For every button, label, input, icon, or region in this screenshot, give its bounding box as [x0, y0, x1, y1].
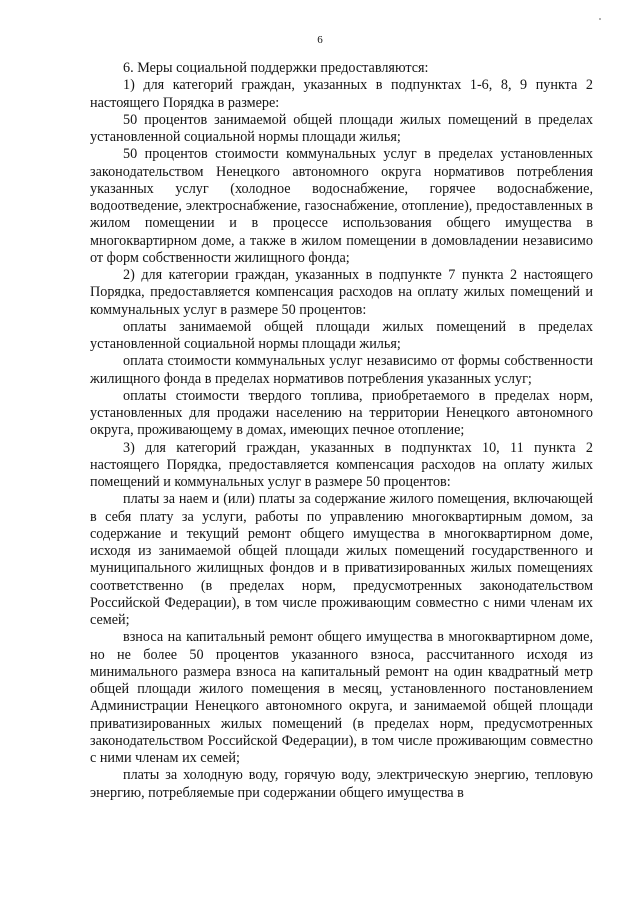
page-number: 6 — [317, 34, 323, 46]
scan-speck — [599, 18, 601, 20]
paragraph: взноса на капитальный ремонт общего имущества в многоквартирном доме, но не более 50 процентов указанного взноса, рассчитанного исходя из минимального размера взноса на капитальный ремонт на один квадратный метр общей площади жилого помещения в месяц, установленного постановлением Администрации Ненецкого автономного округа, и занимаемой общей площади приватизированных жилых помещений (в пределах норм, предусмотренных законодательством Российской Федерации), в том числе проживающим совместно с ними членам их семей; — [90, 629, 593, 766]
document-body — [90, 60, 593, 802]
paragraph-item-3: 3) для категорий граждан, указанных в подпунктах 10, 11 пункта 2 настоящего Порядка, предоставляется компенсация расходов на оплату жилых помещений и коммунальных услуг в размере 50 процентов: — [90, 439, 593, 490]
paragraph-item-2: 2) для категории граждан, указанных в подпункте 7 пункта 2 настоящего Порядка, предоставляется компенсация расходов на оплату жилых помещений и коммунальных услуг в размере 50 процентов: — [90, 267, 593, 318]
paragraph: платы за наем и (или) платы за содержание жилого помещения, включающей в себя плату за услуги, работы по управлению многоквартирным домом, за содержание и текущий ремонт общего имущества в многоквартирном доме, исходя из занимаемой общей площади жилых помещений государственного и муниципального жилищных фондов и в приватизированных жилых помещениях соответственно (в пределах норм, предусмотренных законодательством Российской Федерации), в том числе проживающим совместно с ними членам их семей; — [90, 491, 593, 628]
paragraph: оплаты занимаемой общей площади жилых помещений в пределах установленной социальной нормы площади жилья; — [90, 318, 593, 352]
paragraph-item-1: 1) для категорий граждан, указанных в подпунктах 1-6, 8, 9 пункта 2 настоящего Порядка в размере: — [90, 77, 593, 111]
paragraph: оплата стоимости коммунальных услуг независимо от формы собственности жилищного фонда в пределах нормативов потребления указанных услуг; — [90, 353, 593, 387]
paragraph: 50 процентов занимаемой общей площади жилых помещений в пределах установленной социальной нормы площади жилья; — [90, 111, 593, 145]
paragraph: платы за холодную воду, горячую воду, электрическую энергию, тепловую энергию, потребляемые при содержании общего имущества в — [90, 767, 593, 801]
paragraph: 50 процентов стоимости коммунальных услуг в пределах установленных законодательством Ненецкого автономного округа нормативов потребления указанных услуг (холодное водоснабжение, горячее водоснабжение, водоотведение, электроснабжение, газоснабжение, отопление), предоставленных в жилом помещении и в процессе использования общего имущества в многоквартирном доме, а также в жилом помещении в домовладении независимо от форм собственности жилищного фонда; — [90, 146, 593, 266]
section-heading: 6. Меры социальной поддержки предоставляются: — [123, 60, 429, 76]
paragraph: оплаты стоимости твердого топлива, приобретаемого в пределах норм, установленных для продажи населению на территории Ненецкого автономного округа, проживающему в домах, имеющих печное отопление; — [90, 387, 593, 439]
